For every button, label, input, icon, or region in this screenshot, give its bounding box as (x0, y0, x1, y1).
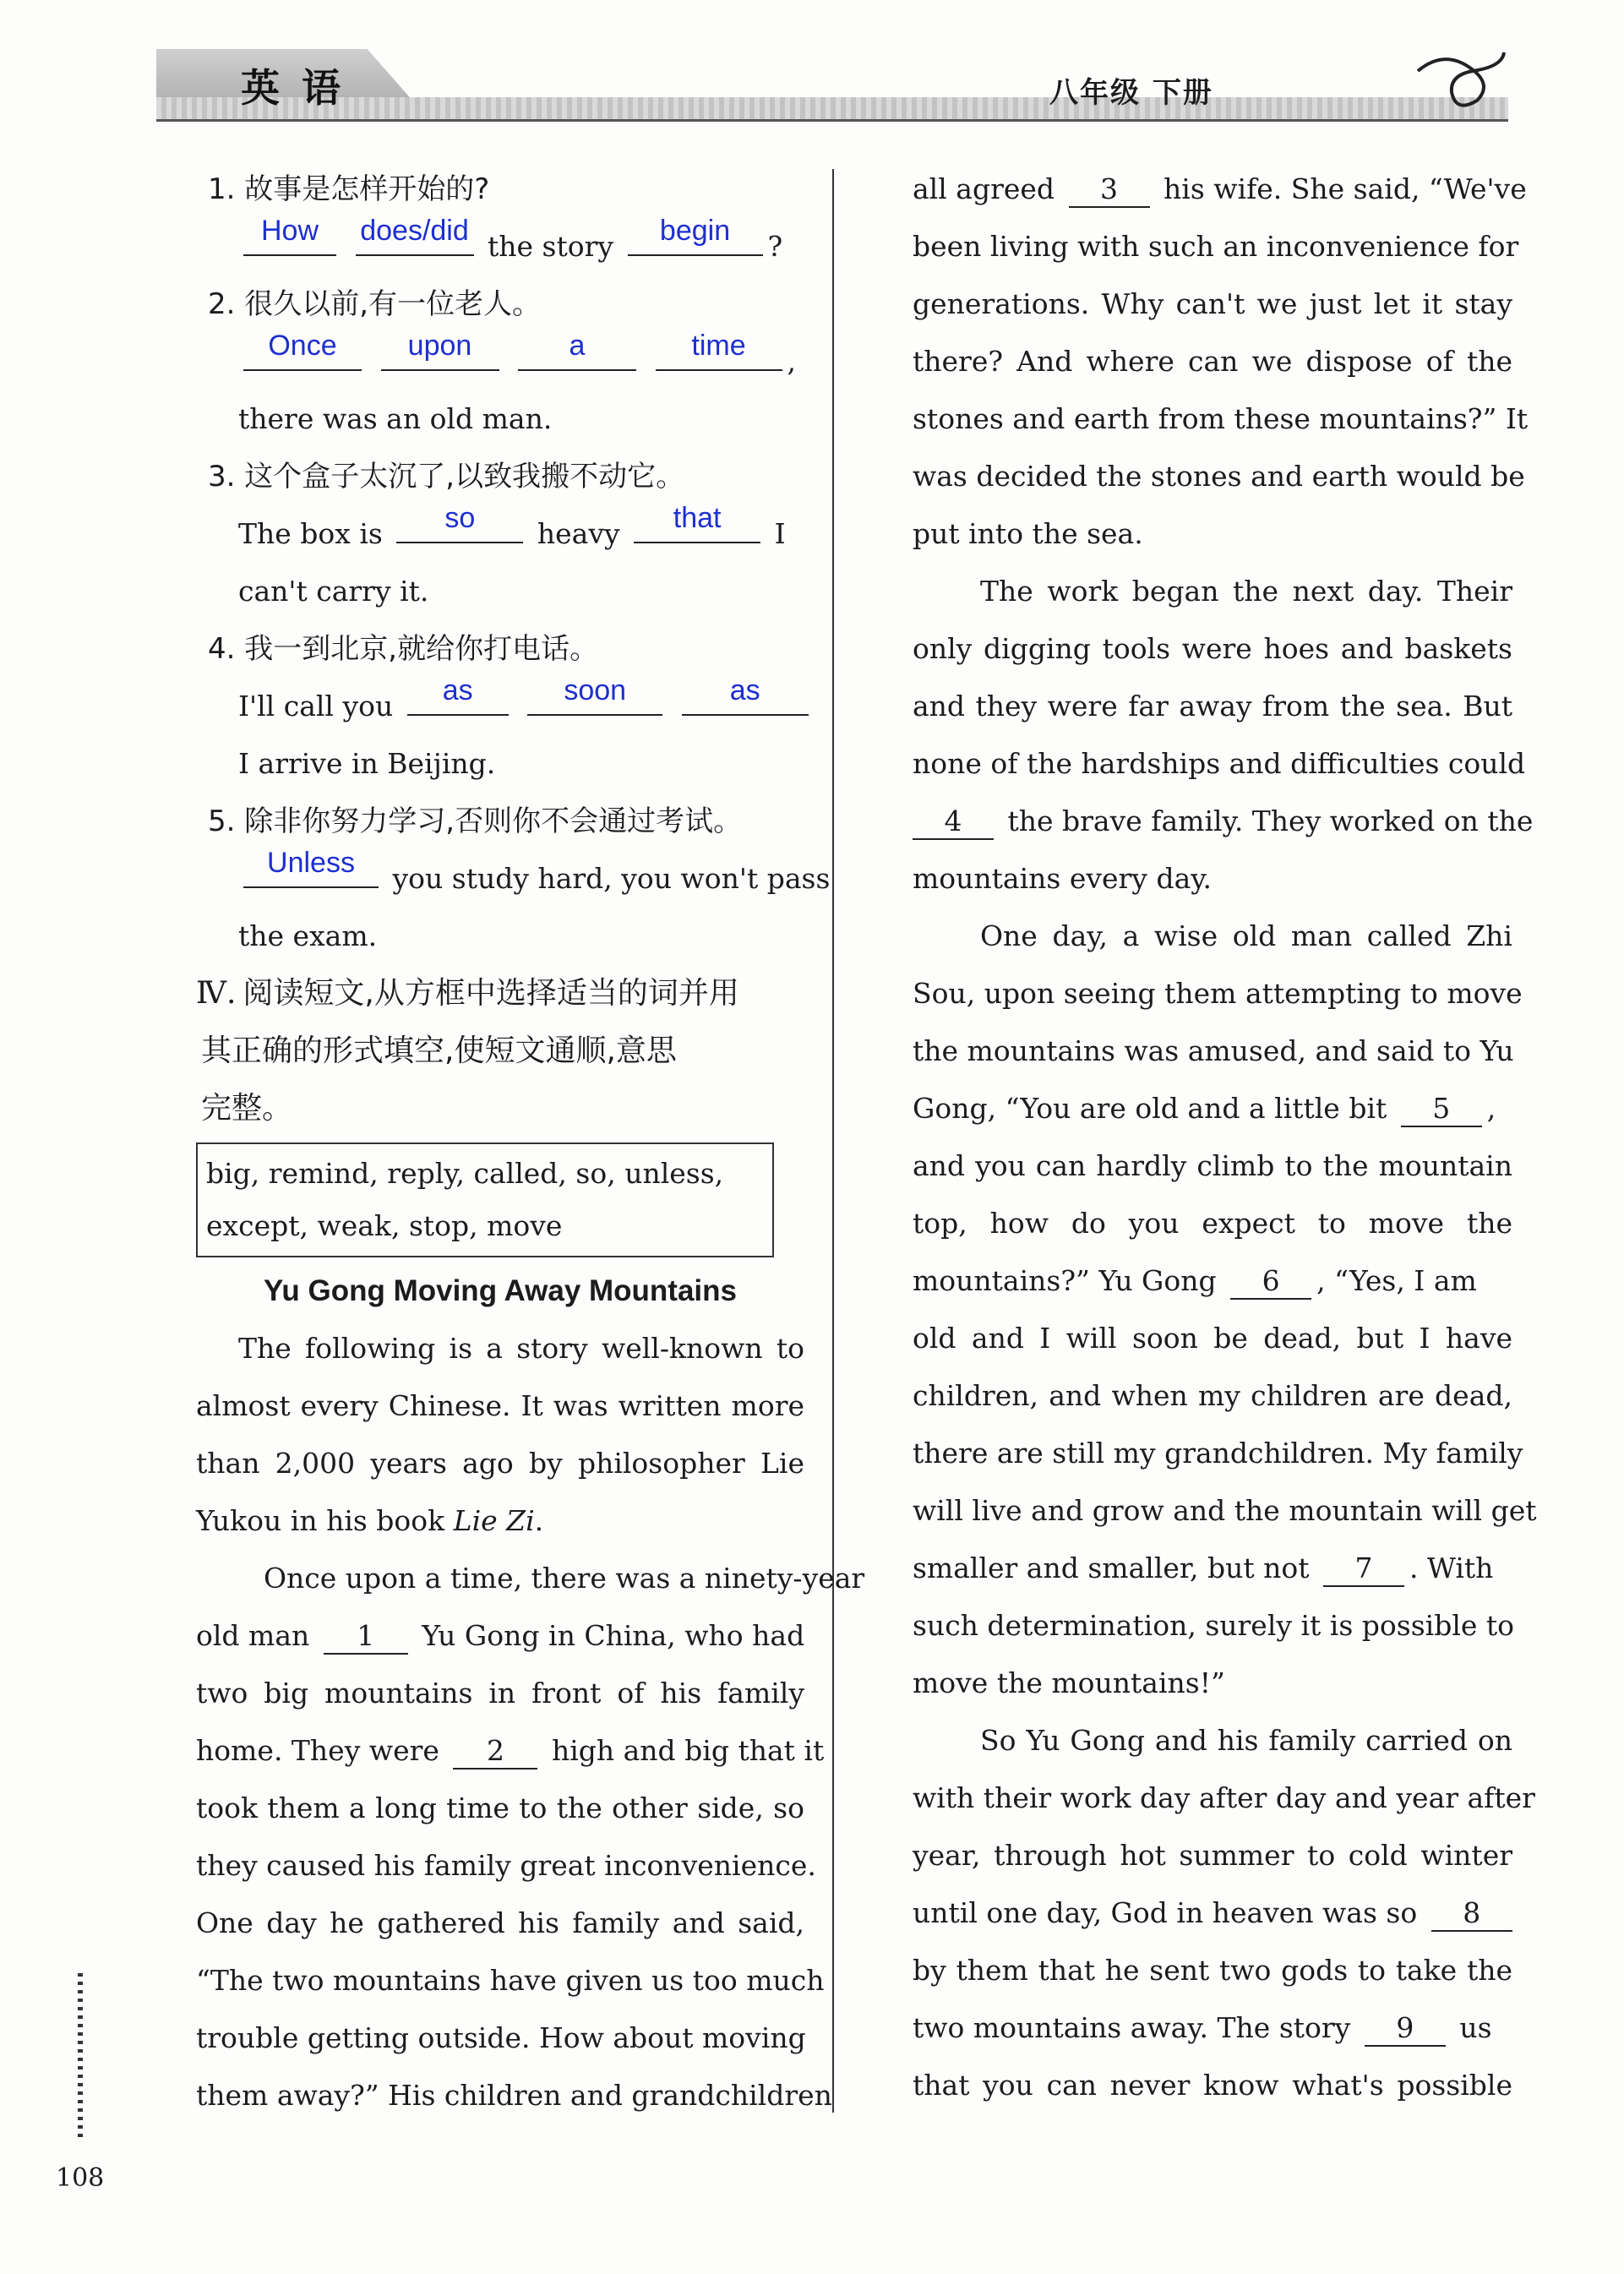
fixed-text: the story (488, 230, 614, 263)
story-line: that you can never know what's possible (913, 2069, 1512, 2102)
story-text: Yukou in his book (196, 1504, 454, 1537)
story-text: , (1486, 1092, 1496, 1125)
answer-text: How (260, 215, 319, 247)
story-text: Gong, “You are old and a little bit (913, 1092, 1387, 1125)
story-line: “The two mountains have given us too much (196, 1964, 825, 1997)
answer-text: so (444, 502, 476, 534)
story-line (196, 1607, 804, 1665)
story-line: old and I will soon be dead, but I have (913, 1322, 1512, 1355)
story-text: the brave family. They worked on the (1007, 804, 1534, 837)
section-number: Ⅳ. (196, 976, 237, 1011)
answer-text: upon (407, 330, 472, 362)
story-line: with their work day after day and year after (913, 1781, 1535, 1814)
word-box (196, 1142, 774, 1257)
story-line: The following is a story well-known to (238, 1332, 804, 1365)
cloze-blank-6[interactable]: 6 (1230, 1264, 1311, 1300)
answer-blank[interactable] (243, 847, 379, 888)
story-line: two big mountains in front of his family (196, 1677, 804, 1710)
section-4-instruction-2: 其正确的形式填空,使短文通顺,意思 (201, 1033, 677, 1068)
translate-item-4-prompt (196, 620, 804, 678)
item-chinese: 除非你努力学习,否则你不会通过考试。 (244, 804, 743, 838)
cloze-blank-4[interactable]: 4 (913, 804, 994, 840)
story-line: Sou, upon seeing them attempting to move (913, 977, 1523, 1010)
story-line: such determination, surely it is possible to (913, 1609, 1515, 1642)
cloze-blank-3[interactable]: 3 (1069, 172, 1150, 208)
answer-blank[interactable] (527, 674, 662, 716)
item-number: 2. (208, 287, 236, 321)
story-line: move the mountains!” (913, 1666, 1225, 1699)
story-line: will live and grow and the mountain will get (913, 1494, 1537, 1527)
word-box-line: except, weak, stop, move (206, 1209, 563, 1242)
margin-dots (78, 1973, 83, 2142)
cloze-blank-1[interactable]: 1 (324, 1619, 408, 1655)
item-number: 1. (208, 172, 236, 206)
item-chinese: 这个盒子太沉了,以致我搬不动它。 (244, 460, 685, 494)
book-title: Lie Zi (453, 1504, 535, 1537)
story-text: Yu Gong in China, who had (422, 1619, 805, 1652)
story-text: two mountains away. The story (913, 2011, 1351, 2044)
translate-item-2-prompt (196, 275, 804, 333)
answer-blank[interactable] (628, 215, 763, 256)
fixed-text: I (774, 517, 786, 550)
story-line: been living with such an inconvenience for (913, 230, 1519, 263)
translate-item-3-prompt (196, 448, 804, 505)
story-line: top, how do you expect to move the (913, 1207, 1512, 1240)
story-line (913, 1999, 1512, 2057)
translate-item-4-answer (196, 674, 804, 735)
answer-text: Unless (267, 847, 355, 879)
translate-item-1-answer (196, 215, 804, 275)
story-line (913, 1884, 1512, 1942)
story-line (196, 1492, 804, 1550)
story-line: year, through hot summer to cold winter (913, 1839, 1512, 1872)
story-text: his wife. She said, “We've (1164, 172, 1527, 205)
punctuation: , (787, 345, 796, 378)
cloze-blank-8[interactable]: 8 (1431, 1896, 1512, 1932)
story-line: there? And where can we dispose of the (913, 345, 1512, 378)
left-column (196, 161, 865, 2124)
story-line: Once upon a time, there was a ninety-year (264, 1562, 865, 1595)
story-line: The work began the next day. Their (980, 575, 1512, 608)
item-number: 5. (208, 804, 236, 838)
answer-text: begin (659, 215, 731, 247)
answer-blank[interactable] (243, 330, 362, 371)
story-text: smaller and smaller, but not (913, 1551, 1310, 1584)
story-line (913, 1540, 1512, 1597)
answer-text: does/did (360, 215, 469, 247)
answer-blank[interactable] (634, 502, 760, 543)
story-line: almost every Chinese. It was written more (196, 1389, 804, 1422)
story-line: children, and when my children are dead, (913, 1379, 1512, 1412)
story-text: . (534, 1504, 544, 1537)
translate-item-2-answer (196, 330, 804, 390)
section-4-heading (196, 965, 804, 1022)
story-line: stones and earth from these mountains?” It (913, 402, 1529, 435)
column-divider (832, 169, 834, 2113)
story-line: was decided the stones and earth would be (913, 460, 1525, 493)
item-chinese: 故事是怎样开始的? (244, 172, 490, 206)
cloze-blank-2[interactable]: 2 (453, 1734, 537, 1770)
translate-item-5-cont: the exam. (238, 919, 378, 952)
item-chinese: 我一到北京,就给你打电话。 (244, 632, 599, 666)
answer-blank[interactable] (407, 674, 509, 716)
word-box-line: big, remind, reply, called, so, unless, (206, 1157, 724, 1190)
answer-text: soon (564, 674, 627, 706)
story-line: than 2,000 years ago by philosopher Lie (196, 1447, 804, 1480)
story-line: put into the sea. (913, 517, 1143, 550)
story-line (913, 1080, 1512, 1137)
section-4-instruction-3: 完整。 (201, 1091, 293, 1126)
story-line: trouble getting outside. How about moving (196, 2021, 806, 2054)
header-rule (156, 119, 1508, 122)
story-line: there are still my grandchildren. My family (913, 1437, 1523, 1470)
fixed-text: heavy (537, 517, 620, 550)
answer-text: that (673, 502, 722, 534)
story-line: So Yu Gong and his family carried on (980, 1724, 1512, 1757)
fixed-text: The box is (238, 517, 383, 550)
translate-item-2-cont: there was an old man. (238, 402, 553, 435)
item-chinese: 很久以前,有一位老人。 (244, 287, 542, 321)
fixed-text: I'll call you (238, 690, 394, 723)
translate-item-1-prompt (196, 161, 804, 218)
story-line: them away?” His children and grandchildren (196, 2079, 832, 2112)
punctuation: ? (767, 230, 783, 263)
story-text: mountains?” Yu Gong (913, 1264, 1217, 1297)
story-text: all agreed (913, 172, 1055, 205)
item-number: 3. (208, 460, 236, 494)
translate-item-4-cont: I arrive in Beijing. (238, 747, 496, 780)
answer-blank[interactable] (656, 330, 782, 371)
cloze-blank-5[interactable]: 5 (1401, 1092, 1482, 1127)
answer-text: a (569, 330, 586, 362)
story-text: . With (1409, 1551, 1494, 1584)
story-line (913, 161, 1527, 218)
story-text: old man (196, 1619, 310, 1652)
story-line: One day, a wise old man called Zhi (980, 919, 1512, 952)
answer-blank[interactable] (396, 502, 523, 543)
instruction-text: 阅读短文,从方框中选择适当的词并用 (243, 976, 739, 1011)
swirl-logo-icon (1409, 46, 1511, 113)
answer-blank[interactable] (518, 330, 636, 371)
cloze-blank-7[interactable]: 7 (1323, 1551, 1404, 1587)
translate-item-5-answer (196, 847, 831, 908)
right-column (913, 161, 1537, 2114)
story-text: high and big that it (551, 1734, 825, 1767)
story-text: us (1459, 2011, 1492, 2044)
story-line (196, 1722, 825, 1780)
fixed-text: you study hard, you won't pass (392, 862, 831, 895)
grade-label: 八年级 下册 (1049, 76, 1213, 110)
subject-title: 英语 (241, 65, 362, 111)
story-line (913, 793, 1534, 850)
answer-text: Once (268, 330, 337, 362)
story-line: by them that he sent two gods to take the (913, 1954, 1512, 1987)
translate-item-3-answer (196, 502, 804, 563)
translate-item-3-cont: can't carry it. (238, 575, 429, 608)
story-line: and you can hardly climb to the mountain (913, 1149, 1512, 1182)
answer-blank[interactable] (682, 674, 809, 716)
cloze-blank-9[interactable]: 9 (1365, 2011, 1446, 2047)
item-number: 4. (208, 632, 236, 666)
page-number: 108 (56, 2163, 105, 2193)
story-text: home. They were (196, 1734, 439, 1767)
page-header (0, 0, 1624, 127)
translate-item-5-prompt (196, 793, 804, 850)
story-line (913, 1252, 1512, 1310)
answer-blank[interactable] (381, 330, 499, 371)
story-line: only digging tools were hoes and baskets (913, 632, 1512, 665)
story-line: none of the hardships and difficulties could (913, 747, 1526, 780)
story-text: until one day, God in heaven was so (913, 1896, 1418, 1929)
story-line: and they were far away from the sea. But (913, 690, 1512, 723)
answer-text: time (691, 330, 746, 362)
story-line: they caused his family great inconvenience. (196, 1849, 816, 1882)
story-line: One day he gathered his family and said, (196, 1906, 804, 1939)
story-text: , “Yes, I am (1316, 1264, 1477, 1297)
story-title: Yu Gong Moving Away Mountains (263, 1274, 738, 1307)
answer-blank[interactable] (356, 215, 474, 256)
answer-text: as (442, 674, 473, 706)
story-line: generations. Why can't we just let it stay (913, 287, 1512, 320)
story-line: took them a long time to the other side, so (196, 1791, 804, 1824)
story-line: mountains every day. (913, 862, 1212, 895)
answer-blank[interactable] (243, 215, 336, 256)
story-line: the mountains was amused, and said to Yu (913, 1034, 1514, 1067)
answer-text: as (729, 674, 760, 706)
